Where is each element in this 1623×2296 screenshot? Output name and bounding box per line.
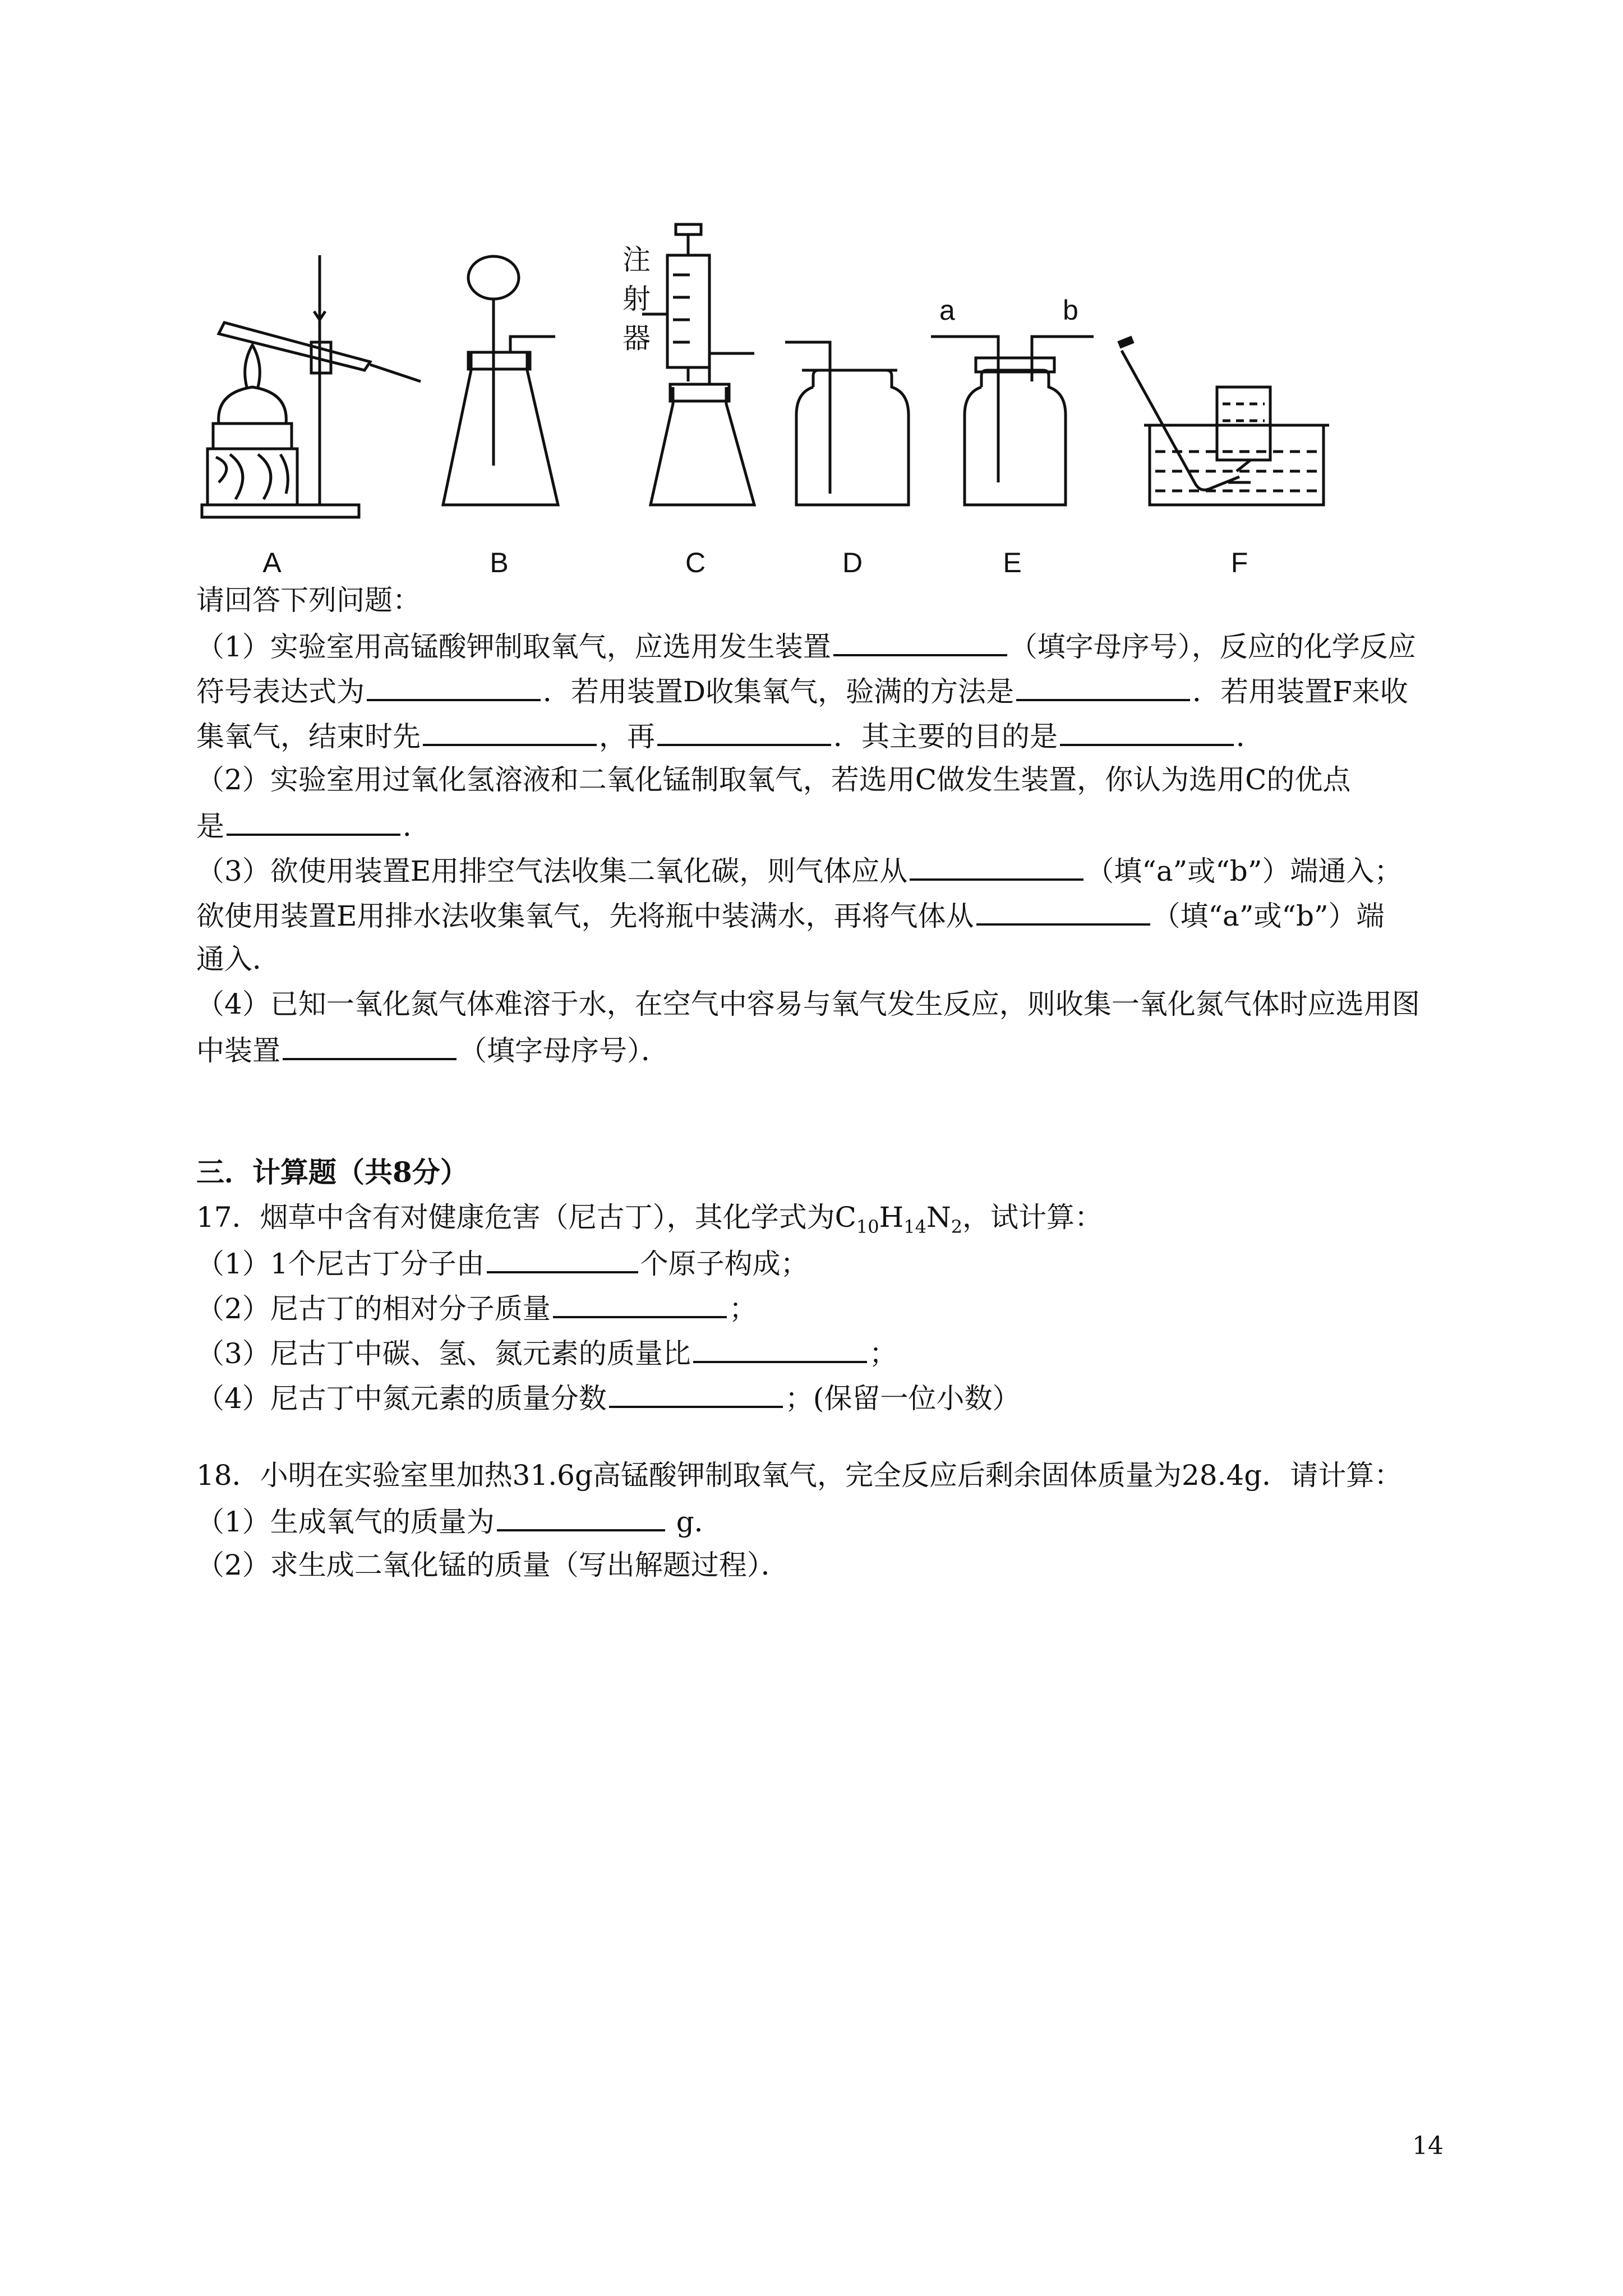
text-span: 中装置 [196,1034,280,1067]
answer-blank[interactable] [976,898,1150,926]
port-a-label: a [939,295,955,326]
text-span: （2）尼古丁的相对分子质量 [196,1292,551,1325]
syringe-label-1: 注 [623,244,651,275]
text-span: （填字母序号），反应的化学反应 [1009,631,1416,663]
q16-p3-line2 [196,898,1453,933]
answer-blank[interactable] [1016,673,1190,701]
q16-p3-line3: 通入． [196,943,280,976]
answer-blank[interactable] [609,1380,783,1408]
label-d: D [842,547,863,578]
answer-blank[interactable] [693,1335,867,1363]
label-b: B [490,547,509,578]
q16-p2-line2 [196,808,1453,843]
label-c: C [685,547,706,578]
text-span: g． [667,1506,722,1538]
syringe-label-2: 射 [623,283,651,315]
text-span: 集氧气，结束时先 [196,720,421,753]
text-span: ．若用装置F来收 [1192,675,1408,708]
text-span: （填“a”或“b”）端 [1152,900,1385,932]
text-span: 17．烟草中含有对健康危害（尼古丁），其化学式为C [196,1201,856,1234]
label-f: F [1230,547,1248,578]
subscript: 2 [951,1216,963,1237]
text-span: ．其主要的目的是 [833,720,1058,753]
answer-blank[interactable] [1060,718,1234,746]
text-span: （3）欲使用装置E用排空气法收集二氧化碳，则气体应从 [196,855,908,887]
port-b-label: b [1063,295,1078,326]
text-span: （3）尼古丁中碳、氢、氮元素的质量比 [196,1337,691,1370]
q17-stem [196,1200,1453,1244]
label-e: E [1003,547,1022,578]
text-span: （4）尼古丁中氮元素的质量分数 [196,1382,607,1415]
label-a: A [262,547,282,578]
q18-stem: 18．小明在实验室里加热31.6g高锰酸钾制取氧气，完全反应后剩余固体质量为28.4g．请计算： [196,1459,1403,1492]
text-span: （填“a”或“b”）端通入； [1086,855,1403,887]
syringe-label-3: 器 [623,323,651,354]
text-span: ．若用装置D收集氧气，验满的方法是 [543,675,1015,708]
page-number: 14 [1412,2132,1444,2160]
text-span: 是 [196,810,224,843]
answer-blank[interactable] [283,1032,457,1060]
text-span: ； [728,1292,757,1325]
text-span: ；(保留一位小数） [785,1382,1021,1415]
subscript: 10 [856,1216,879,1237]
text-span: 符号表达式为 [196,675,365,708]
text-span: 欲使用装置E用排水法收集氧气，先将瓶中装满水，再将气体从 [196,900,974,932]
q16-p1-line2 [196,673,1453,708]
text-span: （填字母序号）． [459,1034,669,1067]
text-span: （1）实验室用高锰酸钾制取氧气，应选用发生装置 [196,631,831,663]
q16-p1-line1 [196,628,1453,664]
q18-item2: （2）求生成二氧化锰的质量（写出解题过程）． [196,1549,789,1581]
q16-p3-line1 [196,853,1453,888]
q16-p4-line1: （4）已知一氧化氮气体难溶于水，在空气中容易与氧气发生反应，则收集一氧化氮气体时应选用图 [196,988,1420,1020]
q18-item1 [196,1503,1453,1539]
text-span: （1）1个尼古丁分子由 [196,1248,485,1280]
apparatus-d [785,342,909,578]
answer-blank[interactable] [553,1290,727,1318]
q17-item3 [196,1335,1453,1370]
text-span: N [926,1201,951,1234]
subscript: 14 [903,1216,926,1237]
answer-blank[interactable] [833,628,1007,656]
q17-item1 [196,1245,1453,1281]
apparatus-e [931,337,1094,578]
answer-blank[interactable] [367,673,541,701]
q16-p1-line3 [196,718,1453,753]
answer-blank[interactable] [910,853,1083,881]
apparatus-f [1119,339,1329,578]
text-span: H [879,1201,904,1234]
text-span: ． [403,810,431,843]
text-span: 个原子构成； [640,1248,809,1280]
section-heading: 三．计算题（共8分） [196,1156,468,1189]
q16-p4-line2 [196,1032,1453,1068]
q16-intro: 请回答下列问题： [196,584,421,616]
answer-blank[interactable] [497,1503,665,1531]
q17-item4 [196,1380,1453,1415]
apparatus-diagram [185,202,1385,583]
answer-blank[interactable] [227,808,400,836]
text-span: ，再 [599,720,655,753]
text-span: ． [1236,720,1264,753]
text-span: （1）生成氧气的质量为 [196,1506,495,1538]
text-span: ； [869,1337,897,1370]
text-span: ，试计算： [962,1201,1103,1234]
answer-blank[interactable] [487,1245,638,1273]
apparatus-a [202,255,421,578]
apparatus-c [642,224,754,578]
answer-blank[interactable] [657,718,831,746]
q16-p2-line1: （2）实验室用过氧化氢溶液和二氧化锰制取氧气，若选用C做发生装置，你认为选用C的优点 [196,763,1351,796]
answer-blank[interactable] [423,718,597,746]
apparatus-b [443,256,558,578]
apparatus-figure [185,202,1385,583]
q17-item2 [196,1290,1453,1326]
